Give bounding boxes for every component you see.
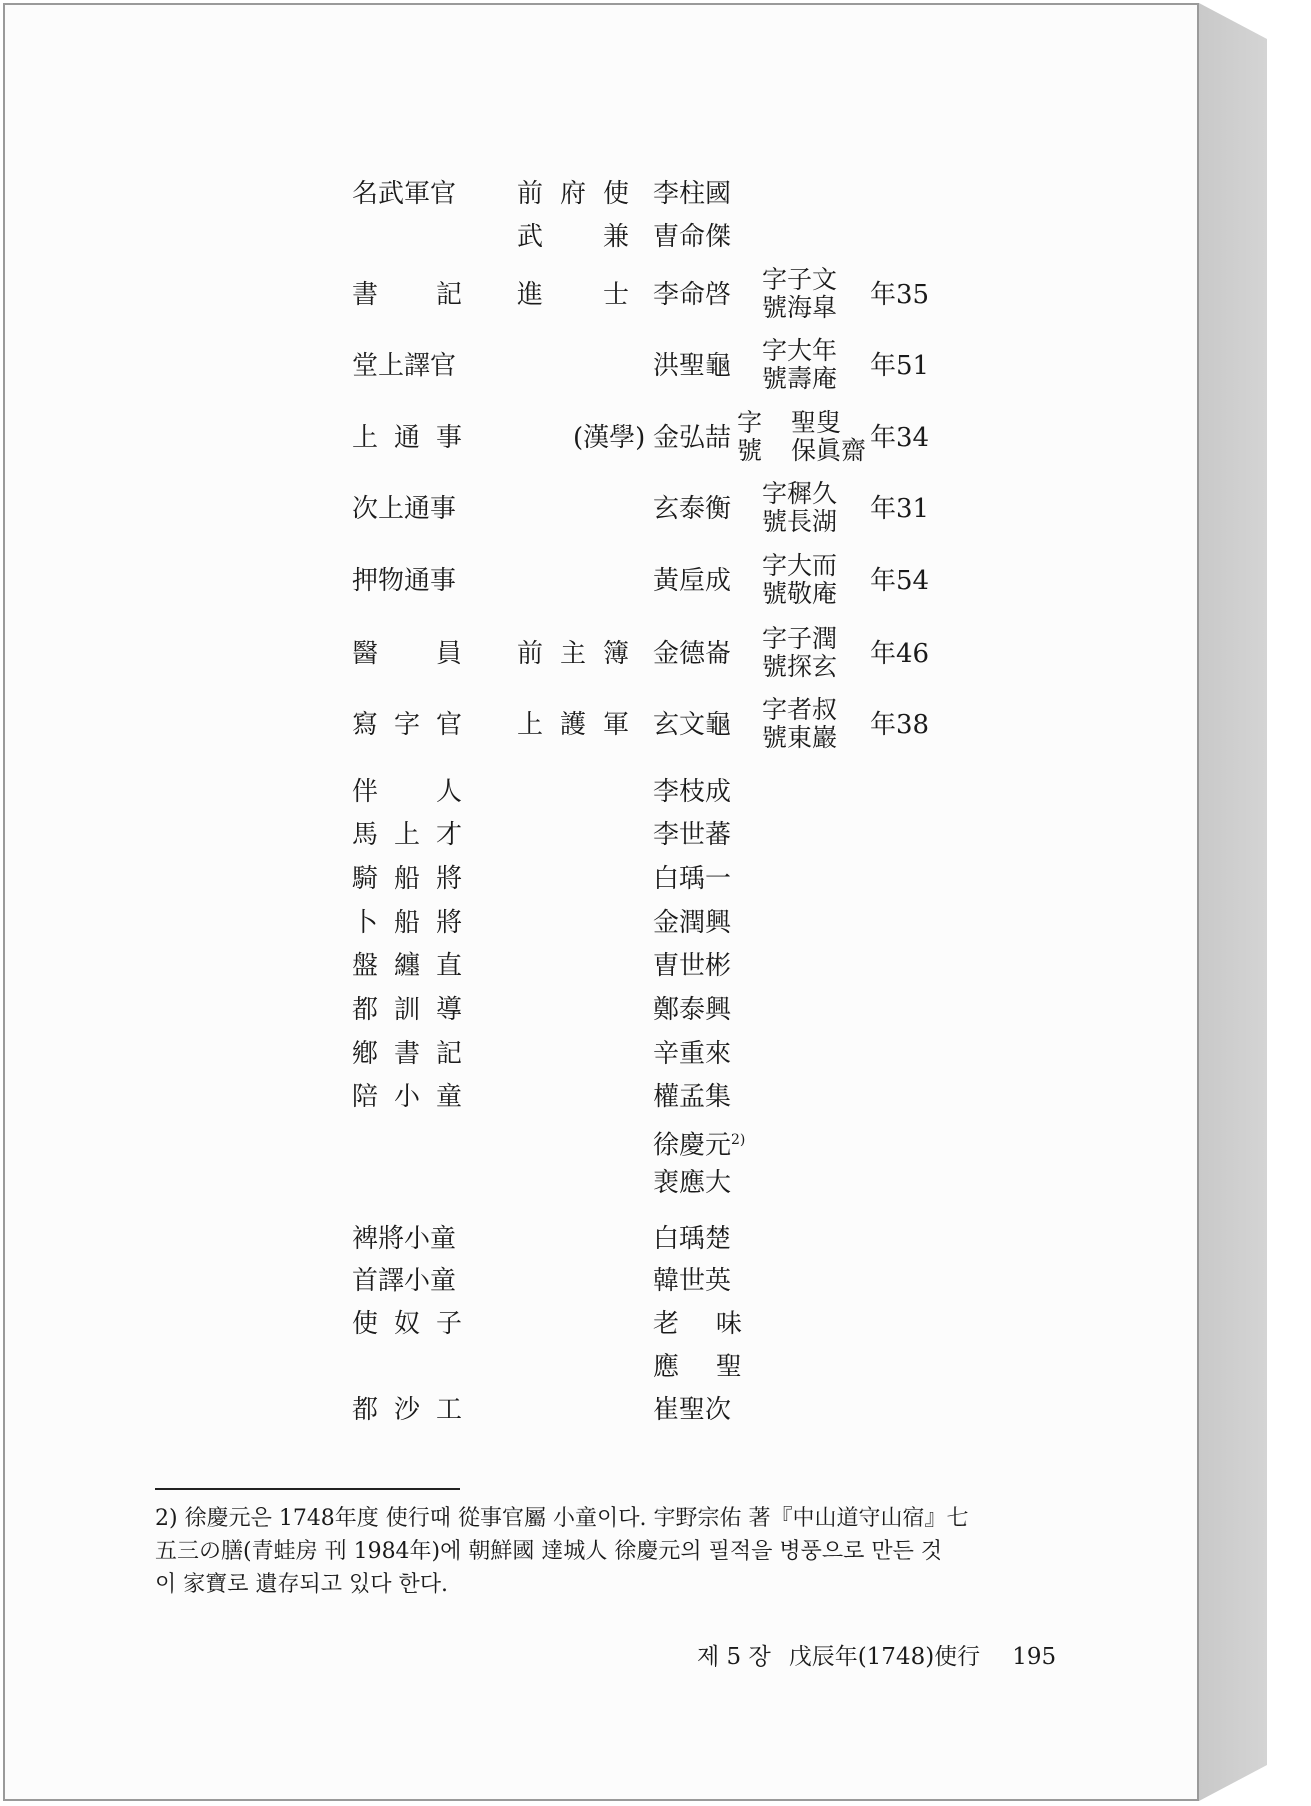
courtesy-name: 字子潤: [762, 624, 838, 653]
footnote-line: 이 家寶로 遺存되고 있다 한다.: [155, 1572, 448, 1597]
courtesy-names: [762, 552, 837, 608]
rank: 鄕 書 記: [352, 1039, 462, 1069]
courtesy-names: [762, 266, 837, 322]
running-footer: [697, 1638, 1056, 1671]
courtesy-name: 字者叔: [762, 695, 838, 724]
person-name: 崔聖次: [653, 1395, 732, 1425]
rank: 使 奴 子: [352, 1309, 462, 1339]
book-page-edge: [1199, 3, 1267, 1801]
person-name: 李柱國: [653, 179, 732, 209]
rank: 馬 上 才: [352, 820, 462, 850]
pen-mark: 號: [737, 436, 763, 465]
office: 進 士: [517, 280, 629, 310]
person-name: 金德崙: [653, 639, 732, 669]
person-name: 老 味: [653, 1309, 757, 1339]
chapter-title: 戊辰年(1748)使行: [788, 1644, 981, 1670]
person-name: 權孟集: [653, 1082, 732, 1112]
courtesy-name: 字穉久: [762, 479, 838, 508]
person-name: 金弘喆: [653, 423, 732, 453]
person-name: 黃垕成: [653, 566, 732, 596]
footnote-ref[interactable]: 2): [731, 1132, 746, 1148]
rank: 都 訓 導: [352, 995, 462, 1025]
pen-name: 號敬庵: [762, 579, 838, 608]
person-name: 韓世英: [653, 1266, 732, 1296]
person-name: 金潤興: [653, 908, 732, 938]
courtesy-name: 字大年: [762, 336, 838, 365]
age: 年46: [870, 639, 930, 669]
person-name: 裵應大: [653, 1168, 732, 1198]
person-name: 徐慶元$^{2)}$: [653, 1130, 746, 1161]
person-name: 曺命傑: [653, 222, 732, 252]
person-name: 李世蕃: [653, 820, 732, 850]
person-name: 鄭泰興: [653, 995, 732, 1025]
courtesy-names: [762, 625, 837, 681]
footnote-line: 五三の膳(青蛙房 刊 1984年)에 朝鮮國 達城人 徐慶元의 필적을 병풍으로 만든 것: [155, 1539, 943, 1564]
office: 武 兼: [517, 222, 629, 252]
person-name: 應 聖: [653, 1352, 757, 1382]
chapter-label: 제 5 장: [697, 1644, 771, 1670]
rank: 都 沙 工: [352, 1395, 462, 1425]
rank: 裨將小童: [352, 1224, 457, 1254]
courtesy-names: [762, 696, 837, 752]
person-name: 白瑀一: [653, 864, 732, 894]
pen-name: 號壽庵: [762, 364, 838, 393]
rank: 次上通事: [352, 494, 457, 524]
rank: 寫 字 官: [352, 710, 462, 740]
rank: 伴 人: [352, 777, 462, 807]
footnote: [155, 1502, 1085, 1601]
courtesy-name: 字子文: [762, 265, 838, 294]
courtesy-marks: [737, 409, 762, 465]
person-name: 洪聖龜: [653, 351, 732, 381]
office: 前主簿: [517, 639, 629, 669]
age: 年51: [870, 351, 930, 381]
courtesy-name: 字大而: [762, 551, 838, 580]
rank: 押物通事: [352, 566, 457, 596]
person-name: 辛重來: [653, 1039, 732, 1069]
rank: 書 記: [352, 280, 462, 310]
rank: 陪 小 童: [352, 1082, 462, 1112]
pen-name: 號海皐: [762, 293, 838, 322]
courtesy-mark: 字: [737, 408, 763, 437]
rank: 騎 船 將: [352, 864, 462, 894]
footnote-line: 2) 徐慶元은 1748年度 使行때 從事官屬 小童이다. 宇野宗佑 著『中山道守山宿』七: [155, 1506, 969, 1531]
school-note: (漢學): [573, 423, 646, 453]
age: 年54: [870, 566, 930, 596]
courtesy-names: [762, 480, 837, 536]
person-name: 李枝成: [653, 777, 732, 807]
age: 年35: [870, 280, 930, 310]
rank: 首譯小童: [352, 1266, 457, 1296]
pen-name: 號探玄: [762, 652, 838, 681]
page-number: 195: [1012, 1644, 1057, 1670]
courtesy-names: [762, 337, 837, 393]
age: 年34: [870, 423, 930, 453]
courtesy-name: 聖叟: [791, 408, 842, 437]
pen-name: 保眞齋: [791, 436, 867, 465]
pen-name: 號長湖: [762, 507, 838, 536]
person-name: 白瑀楚: [653, 1224, 732, 1254]
rank: 名武軍官: [352, 179, 457, 209]
rank: 盤 纏 直: [352, 951, 462, 981]
office: 上護軍: [517, 710, 629, 740]
rank: 上 通 事: [352, 423, 462, 453]
office: 前府使: [517, 179, 629, 209]
rank: 堂上譯官: [352, 351, 457, 381]
person-name: 曺世彬: [653, 951, 732, 981]
footnote-divider: [155, 1488, 460, 1490]
person-name: 李命啓: [653, 280, 732, 310]
courtesy-names: [791, 409, 866, 465]
age: 年31: [870, 494, 930, 524]
age: 年38: [870, 710, 930, 740]
rank: 卜 船 將: [352, 908, 462, 938]
person-name: 玄文龜: [653, 710, 732, 740]
pen-name: 號東巖: [762, 723, 838, 752]
person-name: 玄泰衡: [653, 494, 732, 524]
rank: 醫 員: [352, 639, 462, 669]
